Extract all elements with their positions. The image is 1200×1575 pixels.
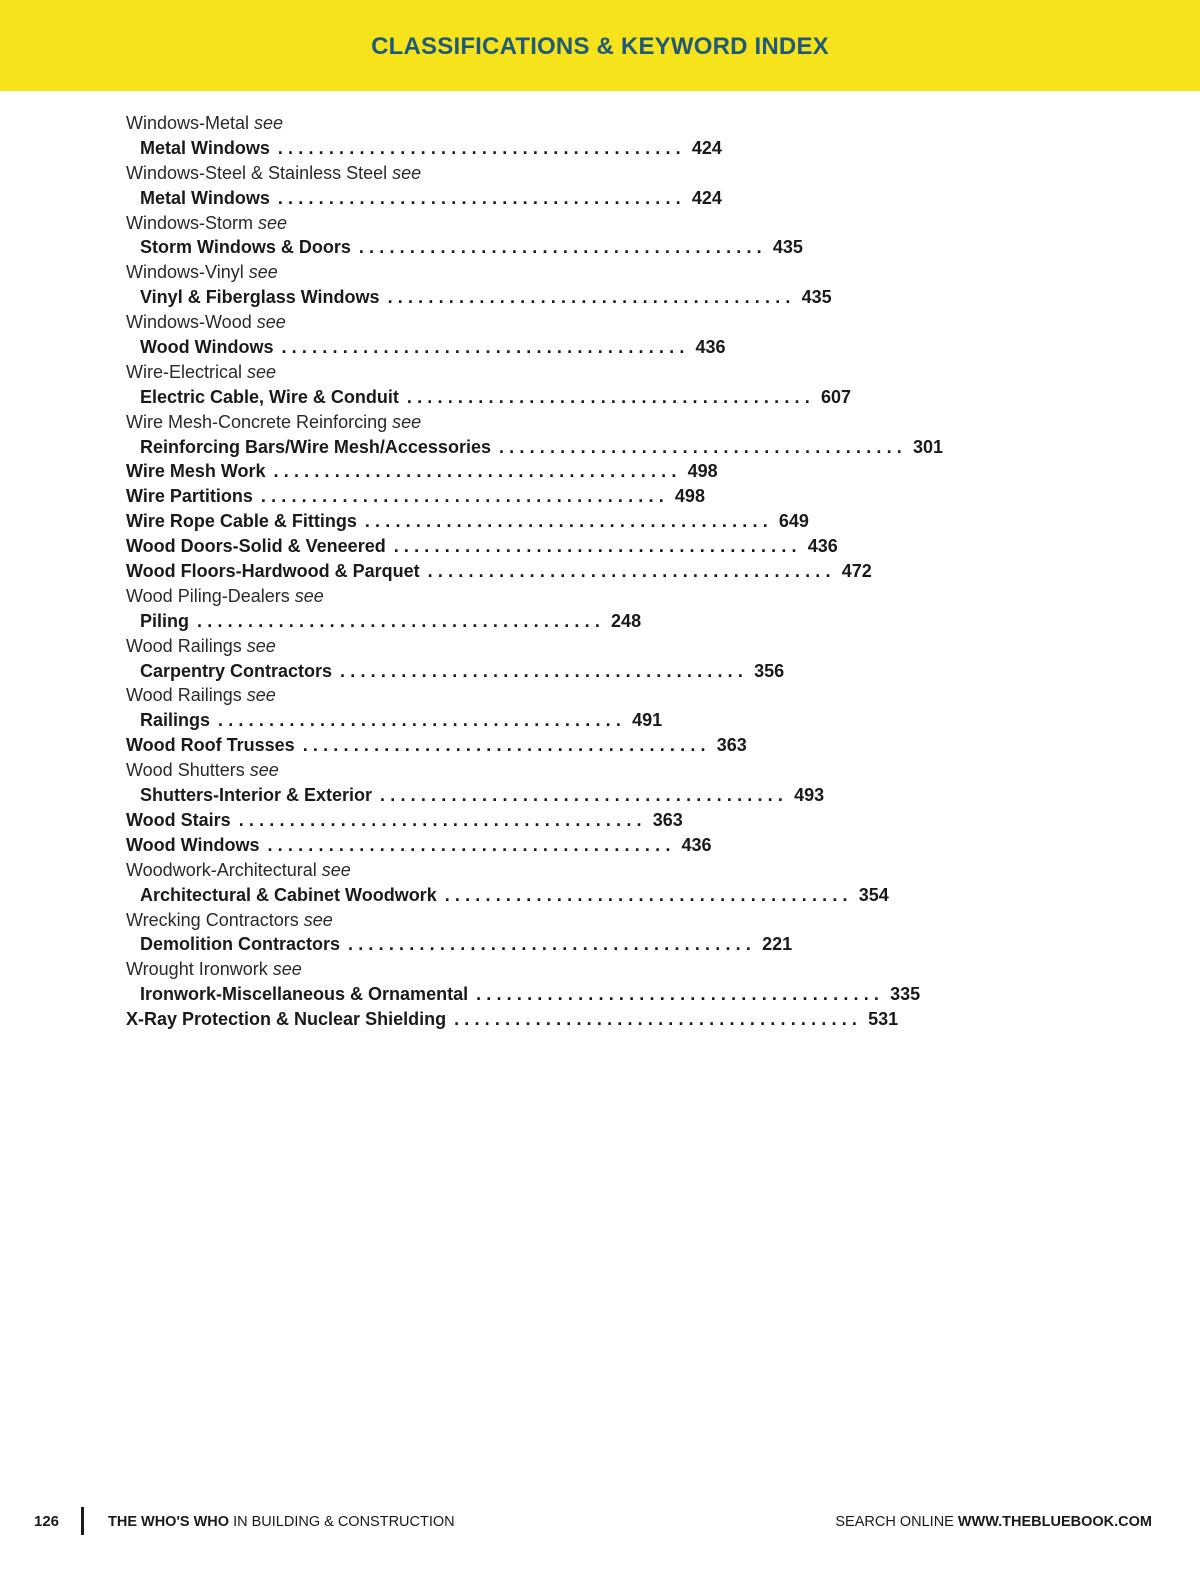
publication-name-bold: THE WHO'S WHO: [108, 1514, 230, 1530]
index-see-target: [126, 609, 642, 634]
index-page-number: 493: [794, 785, 825, 806]
dot-leader: ........................................: [444, 884, 853, 905]
index-cross-reference: [126, 858, 578, 883]
cross-reference-term: Woodwork-Architectural: [126, 859, 317, 880]
index-see-target: [126, 883, 889, 908]
index-page-number: 435: [801, 287, 832, 308]
index-page-number: 363: [716, 735, 747, 756]
dot-leader: ........................................: [364, 511, 773, 532]
index-heading: [126, 1007, 899, 1032]
index-page-number: 335: [890, 984, 921, 1005]
index-page-number: 354: [858, 884, 889, 905]
see-label: see: [294, 585, 324, 606]
dot-leader: ........................................: [273, 461, 682, 482]
index-label: Shutters-Interior & Exterior: [140, 785, 373, 806]
index-see-target: [126, 285, 832, 310]
see-label: see: [272, 959, 302, 980]
index-see-target: [126, 335, 726, 360]
see-label: see: [246, 635, 276, 656]
dot-leader: ........................................: [380, 785, 789, 806]
page-header: [0, 0, 1200, 91]
index-cross-reference: [126, 634, 578, 659]
index-label: Wood Roof Trusses: [126, 735, 295, 756]
see-label: see: [249, 760, 279, 781]
index-label: Wood Stairs: [126, 809, 231, 830]
index-label: Wood Windows: [140, 337, 274, 358]
dot-leader: ........................................: [218, 710, 627, 731]
see-label: see: [248, 262, 278, 283]
index-see-target: [126, 186, 722, 211]
index-label: Vinyl & Fiberglass Windows: [140, 287, 380, 308]
index-page-number: 498: [674, 486, 705, 507]
index-page-number: 363: [652, 809, 683, 830]
dot-leader: ........................................: [498, 436, 908, 457]
cross-reference-term: Wood Railings: [126, 635, 242, 656]
publication-name-rest: IN BUILDING & CONSTRUCTION: [229, 1514, 455, 1530]
dot-leader: ........................................: [260, 486, 669, 507]
index-label: Demolition Contractors: [140, 934, 341, 955]
dot-leader: ........................................: [281, 337, 690, 358]
dot-leader: ........................................: [406, 386, 815, 407]
cross-reference-term: Windows-Metal: [126, 113, 250, 133]
index-label: Carpentry Contractors: [140, 660, 333, 681]
index-page-number: 436: [695, 337, 726, 358]
index-see-target: [126, 136, 722, 161]
index-page-number: 649: [778, 511, 809, 532]
cross-reference-term: Wire-Electrical: [126, 361, 243, 382]
index-heading: [126, 808, 683, 833]
dot-leader: ........................................: [340, 660, 749, 681]
index-label: Metal Windows: [140, 187, 270, 208]
index-see-target: [126, 385, 851, 410]
dot-leader: ........................................: [358, 237, 767, 258]
dot-leader: ........................................: [277, 137, 686, 158]
cross-reference-term: Windows-Vinyl: [126, 262, 244, 283]
index-label: Ironwork-Miscellaneous & Ornamental: [140, 984, 469, 1005]
index-label: X-Ray Protection & Nuclear Shielding: [126, 1009, 447, 1030]
cross-reference-term: Windows-Wood: [126, 312, 252, 333]
index-label: Railings: [140, 710, 211, 731]
index-heading: [126, 459, 718, 484]
index-label: Wire Partitions: [126, 486, 253, 507]
index-label: Wood Doors-Solid & Veneered: [126, 536, 386, 557]
index-cross-reference: [126, 410, 578, 435]
index-label: Wire Mesh Work: [126, 461, 266, 482]
index-cross-reference: [126, 584, 578, 609]
search-online: [835, 1514, 1152, 1530]
index-cross-reference: [126, 908, 578, 933]
index-heading: [126, 733, 747, 758]
index-label: Electric Cable, Wire & Conduit: [140, 386, 399, 407]
index-page-number: 472: [841, 561, 872, 582]
dot-leader: ........................................: [267, 834, 676, 855]
index-heading: [126, 509, 809, 534]
see-label: see: [246, 685, 276, 706]
dot-leader: ........................................: [387, 287, 796, 308]
index-see-target: [126, 659, 785, 684]
index-label: Wood Floors-Hardwood & Parquet: [126, 561, 420, 582]
index-page-number: 248: [611, 610, 642, 631]
index-page-number: 435: [772, 237, 803, 258]
index-see-target: [126, 235, 803, 260]
keyword-index-list: [126, 111, 944, 1032]
index-page-number: 356: [754, 660, 785, 681]
dot-leader: ........................................: [476, 984, 885, 1005]
index-cross-reference: [126, 260, 578, 285]
index-heading: [126, 484, 705, 509]
see-label: see: [392, 411, 422, 432]
index-see-target: [126, 435, 944, 460]
index-label: Storm Windows & Doors: [140, 237, 351, 258]
see-label: see: [303, 909, 333, 930]
see-label: see: [321, 859, 351, 880]
dot-leader: ........................................: [197, 610, 606, 631]
index-heading: [126, 534, 838, 559]
footer-divider: [81, 1507, 84, 1535]
index-label: Architectural & Cabinet Woodwork: [140, 884, 437, 905]
search-online-prefix: SEARCH ONLINE: [835, 1514, 958, 1530]
index-page-number: 424: [691, 137, 722, 158]
cross-reference-term: Wood Shutters: [126, 760, 245, 781]
index-cross-reference: [126, 683, 578, 708]
cross-reference-term: Windows-Steel & Stainless Steel: [126, 162, 388, 183]
cross-reference-term: Wire Mesh-Concrete Reinforcing: [126, 411, 388, 432]
cross-reference-term: Wood Railings: [126, 685, 242, 706]
index-cross-reference: [126, 211, 578, 236]
index-cross-reference: [126, 111, 578, 136]
dot-leader: ........................................: [302, 735, 711, 756]
dot-leader: ........................................: [238, 809, 647, 830]
page-footer: [0, 1505, 1200, 1539]
index-page-number: 498: [687, 461, 718, 482]
index-page-number: 491: [632, 710, 663, 731]
index-label: Metal Windows: [140, 137, 270, 158]
dot-leader: ........................................: [277, 187, 686, 208]
index-label: Wood Windows: [126, 834, 260, 855]
index-page-number: 531: [868, 1009, 899, 1030]
index-page-number: 436: [807, 536, 838, 557]
index-label: Reinforcing Bars/Wire Mesh/Accessories: [140, 436, 491, 457]
dot-leader: ........................................: [427, 561, 836, 582]
see-label: see: [256, 312, 286, 333]
index-cross-reference: [126, 161, 578, 186]
index-see-target: [126, 708, 663, 733]
page-number: 126: [34, 1513, 60, 1530]
see-label: see: [254, 113, 284, 133]
index-label: Piling: [140, 610, 189, 631]
index-see-target: [126, 982, 921, 1007]
see-label: see: [258, 212, 288, 233]
cross-reference-term: Windows-Storm: [126, 212, 254, 233]
index-page-number: 301: [913, 436, 944, 457]
dot-leader: ........................................: [454, 1009, 863, 1030]
cross-reference-term: Wrought Ironwork: [126, 959, 268, 980]
cross-reference-term: Wrecking Contractors: [126, 909, 299, 930]
index-see-target: [126, 783, 825, 808]
publication-name: [108, 1514, 455, 1530]
index-page-number: 436: [681, 834, 712, 855]
search-online-link[interactable]: WWW.THEBLUEBOOK.COM: [957, 1514, 1152, 1530]
index-cross-reference: [126, 957, 578, 982]
dot-leader: ........................................: [393, 536, 802, 557]
index-heading: [126, 833, 712, 858]
index-label: Wire Rope Cable & Fittings: [126, 511, 357, 532]
index-cross-reference: [126, 758, 578, 783]
see-label: see: [392, 162, 422, 183]
index-see-target: [126, 932, 793, 957]
dot-leader: ........................................: [348, 934, 757, 955]
page-title: CLASSIFICATIONS & KEYWORD INDEX: [371, 33, 829, 60]
see-label: see: [247, 361, 277, 382]
index-page-number: 424: [691, 187, 722, 208]
cross-reference-term: Wood Piling-Dealers: [126, 585, 290, 606]
index-heading: [126, 559, 872, 584]
index-page-number: 607: [820, 386, 851, 407]
index-cross-reference: [126, 310, 578, 335]
index-page-number: 221: [762, 934, 793, 955]
index-cross-reference: [126, 360, 578, 385]
